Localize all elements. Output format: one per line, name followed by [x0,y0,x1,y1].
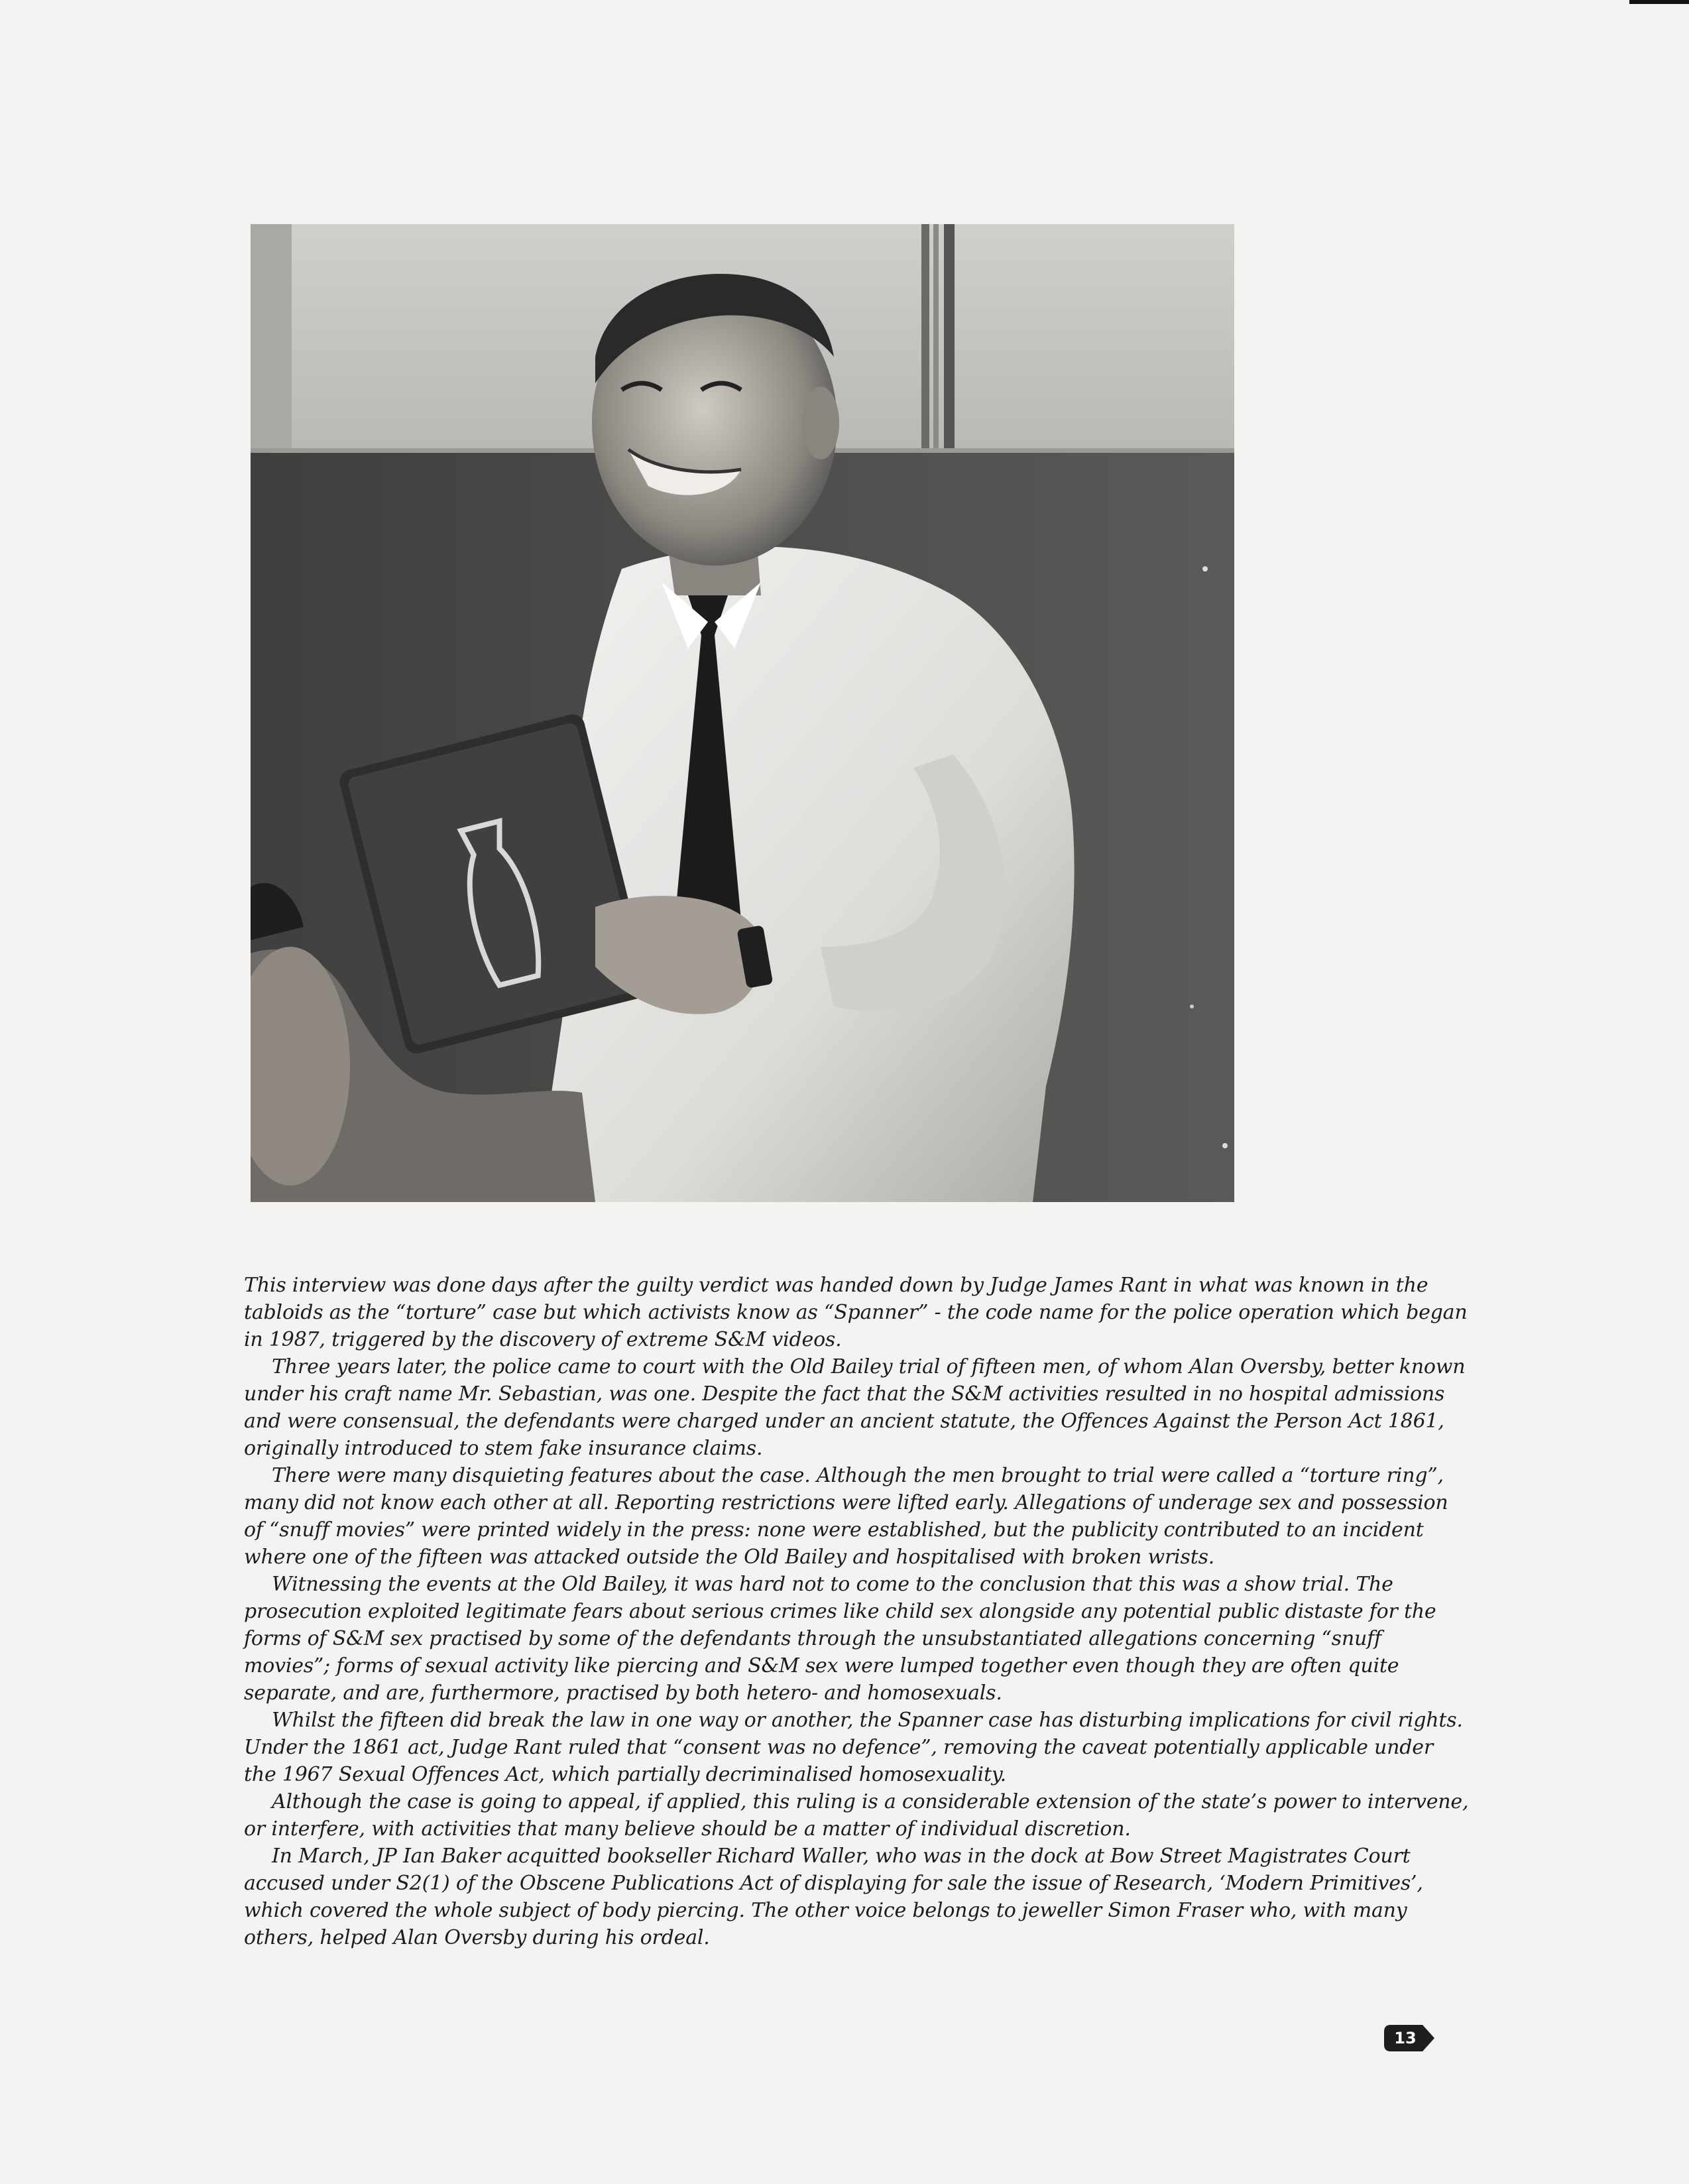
article-paragraph: This interview was done days after the guilty verdict was handed down by Judge James Rant in what was known in the tabloids as the “torture” case but which activists know as “Spanner” - the code name for the police operation which began in 1987, triggered by the discovery of extreme S&M videos. [244,1274,1468,1351]
article-paragraph: Whilst the fifteen did break the law in one way or another, the Spanner case has disturbing implications for civil rights. Under the 1861 act, Judge Rant ruled that “consent was no defence”, removing the caveat potentially applicable under the 1967 Sexual Offences Act, which partially decriminalised homosexuality. [244,1709,1463,1786]
article-paragraph: Although the case is going to appeal, if applied, this ruling is a considerable extension of the state’s power to intervene, or interfere, with activities that many believe should be a matter of individual discretion. [244,1790,1469,1841]
corner-rule [1629,0,1689,4]
page-number: 13 [1394,2029,1417,2047]
article-body [244,1272,1470,1951]
article-paragraph: Witnessing the events at the Old Bailey, it was hard not to come to the conclusion that this was a show trial. The prosecution exploited legitimate fears about serious crimes like child sex alongside any potential public distaste for the forms of S&M sex practised by some of the defendants through the unsubstantiated allegations concerning “snuff movies”; forms of sexual activity like piercing and S&M sex were lumped together even though they are often quite separate, and are, furthermore, practised by both hetero- and homosexuals. [244,1573,1436,1705]
article-photo [251,224,1234,1202]
article-paragraph: There were many disquieting features about the case. Although the men brought to trial were called a “torture ring”, many did not know each other at all. Reporting restrictions were lifted early. Allegations of underage sex and possession of “snuff movies” were printed widely in the press: none were established, but the publicity contributed to an incident where one of the fifteen was attacked outside the Old Bailey and hospitalised with broken wrists. [244,1464,1448,1569]
article-paragraph: Three years later, the police came to court with the Old Bailey trial of fifteen men, of whom Alan Oversby, better known under his craft name Mr. Sebastian, was one. Despite the fact that the S&M activities resulted in no hospital admissions and were consensual, the defendants were charged under an ancient statute, the Offences Against the Person Act 1861, originally introduced to stem fake insurance claims. [244,1355,1466,1460]
page-number-badge [1384,2025,1434,2051]
article-paragraph: In March, JP Ian Baker acquitted bookseller Richard Waller, who was in the dock at Bow Street Magistrates Court accused under S2(1) of the Obscene Publications Act of displaying for sale the issue of Research, ‘Modern Primitives’, which covered the whole subject of body piercing. The other voice belongs to jeweller Simon Fraser who, with many others, helped Alan Oversby during his ordeal. [244,1845,1423,1949]
